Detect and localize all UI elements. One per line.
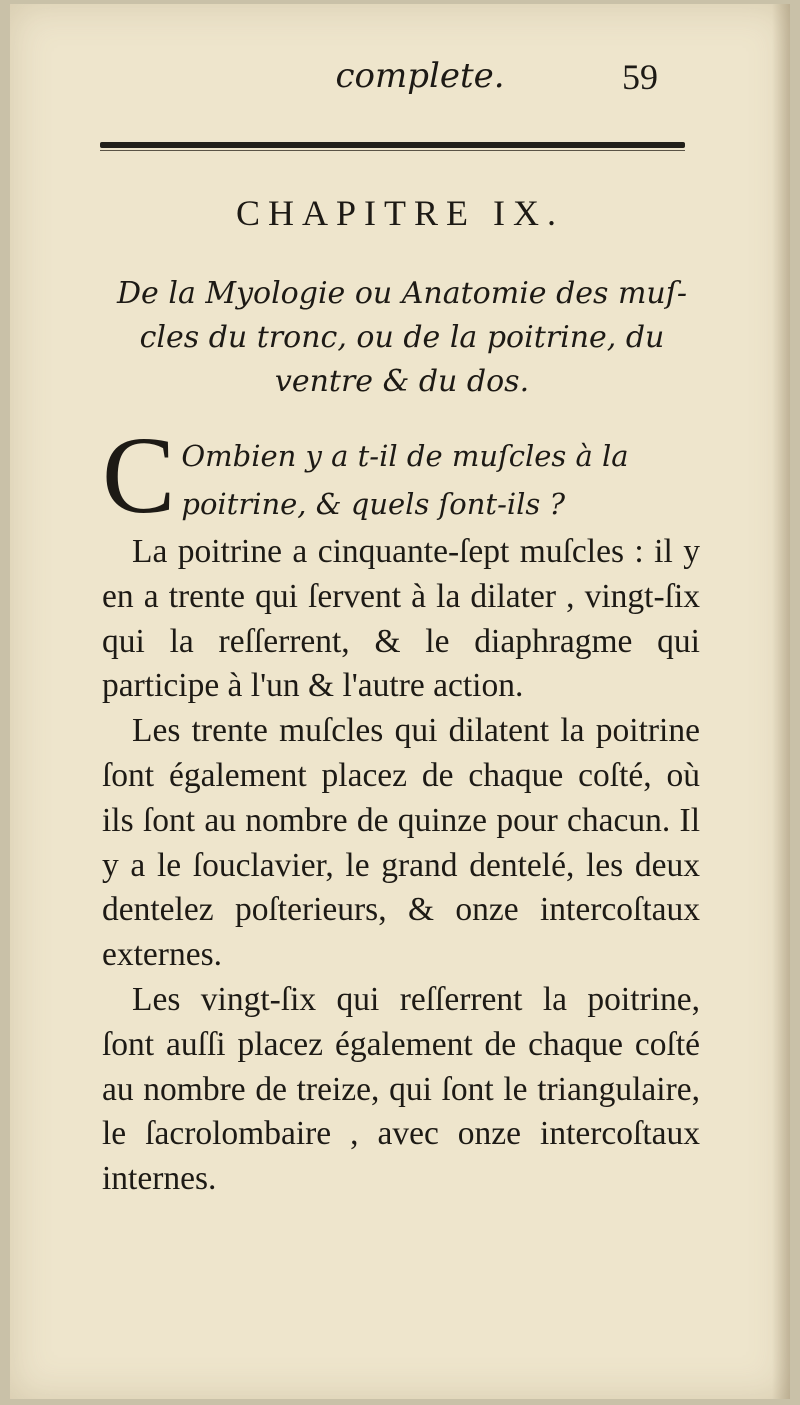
ornamental-rule — [100, 142, 685, 148]
chapter-title: De la Myologie ou Anatomie des muſ-cles du tronc, ou de la poitrine, du ventre & du dos. — [117, 276, 687, 399]
paragraph: Les trente muſcles qui dilatent la poitrine ſont également placez de chaque coſté, où ils ſont au nombre de quinze pour chacun. Il y a le ſouclavier, le grand dentelé, les deux dentelez poſterieurs, & onze intercoſtaux externes. — [102, 712, 700, 974]
paragraph: La poitrine a cinquante-ſept muſcles : il y en a trente qui ſervent à la dilater , vingt-ſix qui la reſſerrent, & le diaphragme qui participe à l'un & l'autre action. — [102, 533, 700, 705]
page-number: 59 — [622, 57, 658, 97]
book-page — [10, 4, 790, 1399]
paragraph: Les vingt-ſix qui reſſerrent la poitrine, ſont auſſi placez également de chaque coſté au nombre de treize, qui ſont le triangulaire, le ſacrolombaire , avec onze intercoſtaux internes. — [102, 980, 700, 1198]
running-title: complete. — [335, 56, 505, 96]
drop-cap: C — [102, 414, 176, 536]
question-text: Ombien y a t-il de muſcles à la poitrine, & quels ſont-ils ? — [181, 439, 629, 521]
question-paragraph — [102, 414, 702, 536]
chapter-heading: CHAPITRE IX. — [236, 193, 564, 233]
body-text — [102, 530, 700, 1202]
